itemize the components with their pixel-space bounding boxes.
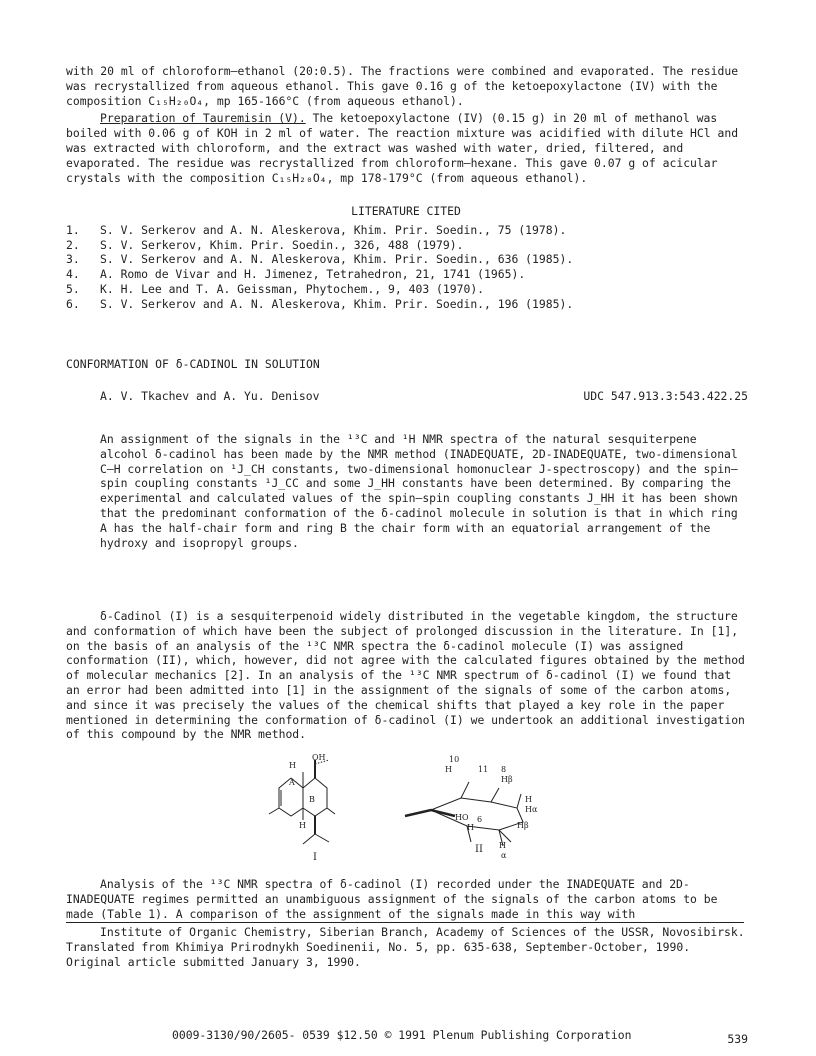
preparation-heading: Preparation of Tauremisin (V). (100, 111, 306, 126)
h-top: H (289, 761, 296, 770)
fig2-label: Hβ (517, 821, 529, 830)
fig2-label: Hα (525, 805, 538, 814)
fig2-label: H (467, 823, 474, 832)
fig2-label: H (499, 841, 506, 850)
reference-item: 2. S. V. Serkerov, Khim. Prir. Soedin., 326, 488 (1979). (66, 237, 464, 252)
page-number: 539 (727, 1032, 748, 1046)
fig2-label: 10 (449, 755, 460, 764)
abstract: An assignment of the signals in the ¹³C and ¹H NMR spectra of the natural sesquiterpene alcohol δ-cadinol has been made by the NMR method (INADEQUATE, 2D-INADEQUATE, two-dimensional C–H correlation on ¹J_CH constants, two-dimensional homonuclear J-spectroscopy) and the spin–spin coupling constants ¹J_CC and some J_HH constants have been determined. By comparing the experimental and calculated values of the spin–spin coupling constants J_HH it has been shown that the predominant conformation of the δ-cadinol molecule in solution is that in which ring A has the half-chair form and ring B the chair form with an equatorial arrangement of the hydroxy and isopropyl groups. (100, 432, 738, 550)
reference-item: 5. K. H. Lee and T. A. Geissman, Phytochem., 9, 403 (1970). (66, 281, 485, 296)
reference-list (66, 223, 746, 312)
structure-I (269, 760, 335, 844)
structure-figure (255, 746, 585, 866)
paragraph-preparation (66, 111, 746, 185)
ring-b-label: B (309, 795, 315, 804)
fig2-label: H (525, 795, 532, 804)
fig2-label: 8 (501, 765, 507, 774)
fig2-label: H (445, 765, 452, 774)
footnote-rule (66, 922, 744, 923)
literature-heading: LITERATURE CITED (351, 204, 461, 218)
oh-label: OH (312, 753, 326, 762)
reference-item: 6. S. V. Serkerov and A. N. Aleskerova, Khim. Prir. Soedin., 196 (1985). (66, 296, 574, 311)
body-paragraph: δ-Cadinol (I) is a sesquiterpenoid widely distributed in the vegetable kingdom, the structure and conformation of which have been the subject of prolonged discussion in the literature. In [1], on the basis of an analysis of the ¹³C NMR spectra the δ-cadinol molecule (I) was assigned conformation (II), which, however, did not agree with the calculated figures obtained by the method of molecular mechanics [2]. In an analysis of the ¹³C NMR spectrum of δ-cadinol (I) we found that an error had been admitted into [1] in the assignment of the signals of some of the carbon atoms, and since it was precisely the values of the chemical shifts that played a key role in the paper mentioned in determining the conformation of δ-cadinol (I) we undertook an additional investigation of this compound by the NMR method. (66, 609, 745, 742)
fig2-label: 6 (477, 815, 483, 824)
structure-II-label: II (475, 844, 483, 855)
fig2-label: 11 (478, 765, 489, 774)
footnote: Institute of Organic Chemistry, Siberian Branch, Academy of Sciences of the USSR, Novosibirsk. Translated from Khimiya Prirodnykh Soedinenii, No. 5, pp. 635-638, September-October, 1990. Original article submitted January 3, 1990. (66, 925, 745, 969)
copyright-line: 0009-3130/90/2605- 0539 $12.50 © 1991 Plenum Publishing Corporation (172, 1028, 632, 1042)
literature-section (66, 204, 746, 312)
preparation-text: The ketoepoxylactone (IV) (0.15 g) in 20 ml of methanol was boiled with 0.06 g of KOH in 2 ml of water. The reaction mixture was acidified with dilute HCl and was extracted with chloroform, and the extract was washed with water, dried, filtered, and evaporated. The residue was recrystallized from chloroform–hexane. This gave 0.07 g of acicular crystals with the composition C₁₅H₂₀O₄, mp 178-179°C (from aqueous ethanol). (66, 111, 739, 185)
h-mid: H (299, 821, 306, 830)
ho-label: HO (455, 813, 469, 822)
article-title: CONFORMATION OF δ-CADINOL IN SOLUTION (66, 357, 320, 371)
reference-item: 4. A. Romo de Vivar and H. Jimenez, Tetrahedron, 21, 1741 (1965). (66, 267, 526, 282)
article-authors: A. V. Tkachev and A. Yu. Denisov (100, 389, 320, 403)
fig2-label: α (501, 851, 507, 860)
paragraph-continuation: with 20 ml of chloroform–ethanol (20:0.5). The fractions were combined and evaporated. The residue was recrystallized from aqueous ethanol. This gave 0.16 g of the ketoepoxylactone (IV) with the composition C₁₅H₂₀O₄, mp 165-166°C (from aqueous ethanol). (66, 64, 739, 108)
continuation-text (66, 64, 746, 185)
udc-code: UDC 547.913.3:543.422.25 (583, 389, 748, 403)
ring-a-label: A (289, 778, 295, 787)
reference-item: 1. S. V. Serkerov and A. N. Aleskerova, Khim. Prir. Soedin., 75 (1978). (66, 222, 567, 237)
reference-item: 3. S. V. Serkerov and A. N. Aleskerova, Khim. Prir. Soedin., 636 (1985). (66, 252, 574, 267)
paragraph-after-figure: Analysis of the ¹³C NMR spectra of δ-cadinol (I) recorded under the INADEQUATE and 2D-INADEQUATE regimes permitted an unambiguous assignment of the signals of the carbon atoms to be made (Table 1). A comparison of the assignment of the signals made in this way with (66, 877, 718, 921)
structure-I-label: I (313, 852, 317, 862)
fig2-label: Hβ (501, 775, 513, 784)
